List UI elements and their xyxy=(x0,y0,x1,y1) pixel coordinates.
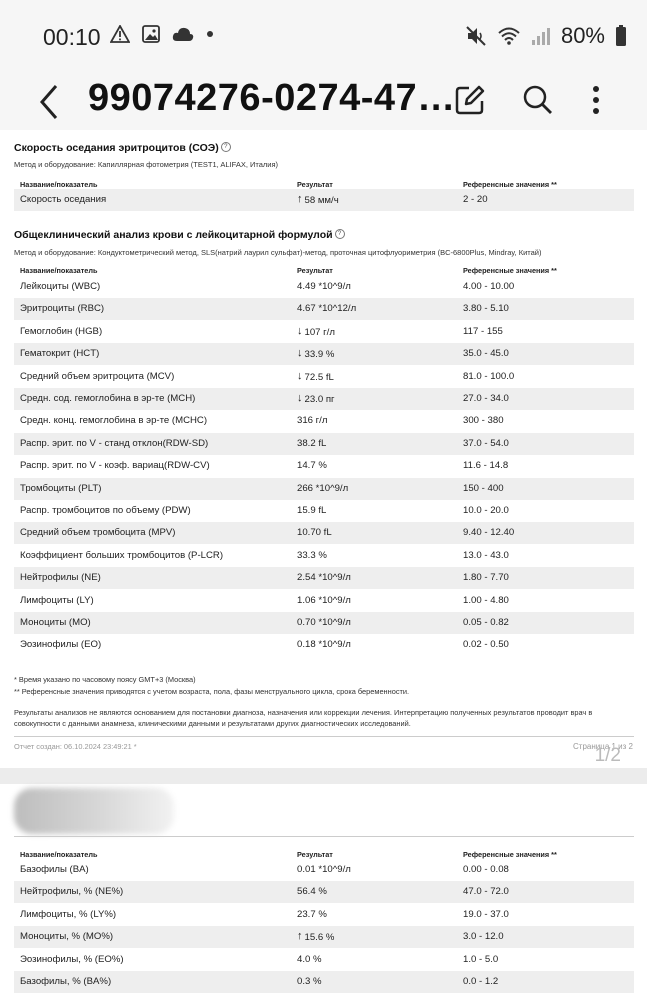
page-indicator: 1/2 xyxy=(594,745,621,766)
row-result: ↓ 107 г/л xyxy=(297,324,335,338)
row-name: Распр. эрит. по V - станд отклон(RDW-SD) xyxy=(20,437,209,449)
row-reference: 0.02 - 0.50 xyxy=(463,639,509,651)
row-name: Средний объем эритроцита (MCV) xyxy=(20,370,175,382)
help-icon[interactable]: ? xyxy=(221,142,231,152)
row-reference: 81.0 - 100.0 xyxy=(463,370,515,382)
row-result: ↓ 23.0 пг xyxy=(297,392,335,405)
row-reference: 1.00 - 4.80 xyxy=(463,594,509,606)
cbc-section-title: Общеклинический анализ крови с лейкоцитарной формулой ? xyxy=(14,229,345,241)
row-result: 14.7 % xyxy=(297,460,327,472)
table-row xyxy=(14,590,634,612)
arrow-down-icon: ↓ xyxy=(297,347,303,360)
mute-icon xyxy=(465,26,487,46)
app-bar xyxy=(0,75,647,130)
status-time: 00:10 xyxy=(43,24,101,50)
table-row xyxy=(14,612,634,634)
reference-footnote: ** Референсные значения приводятся с учетом возраста, пола, фазы менструального цикла, срока беременности. xyxy=(14,687,410,696)
table-row xyxy=(14,433,634,455)
row-reference: 27.0 - 34.0 xyxy=(463,393,509,404)
row-reference: 47.0 - 72.0 xyxy=(463,886,509,898)
document-title: 99074276-0274-47… xyxy=(88,77,456,119)
table-row xyxy=(14,881,634,903)
table-row xyxy=(14,949,634,971)
arrow-down-icon: ↓ xyxy=(297,324,303,337)
row-result: 15.9 fL xyxy=(297,505,327,516)
row-result: 1.06 *10^9/л xyxy=(297,594,351,606)
cbc-method: Метод и оборудование: Кондуктометрический метод, SLS(натрий лаурил сульфат)-метод, проточная цитофлуориметрия (BC-6800Plus, Mindray, Китай) xyxy=(14,248,542,257)
row-reference: 1.0 - 5.0 xyxy=(463,953,499,965)
disclaimer: Результаты анализов не являются основанием для постановки диагноза, назначения или коррекции лечения. Интерпретацию полученных результатов проводит врач в совокупности с данными анамнеза, клиническими данными и результатами других диагностических исследований. xyxy=(14,708,593,728)
search-button[interactable] xyxy=(520,80,556,120)
time-footnote: * Время указано по часовому поясу GMT+3 (Москва) xyxy=(14,675,196,684)
row-name: Средний объем тромбоцита (MPV) xyxy=(20,527,176,539)
row-result: 4.0 % xyxy=(297,953,322,965)
table-row xyxy=(14,321,634,343)
row-name: Нейтрофилы (NE) xyxy=(20,572,101,584)
row-reference: 35.0 - 45.0 xyxy=(463,348,509,360)
arrow-up-icon: ↑ xyxy=(297,930,303,943)
table-row xyxy=(14,366,634,388)
row-reference: 0.00 - 0.08 xyxy=(463,864,509,875)
row-name: Моноциты (MO) xyxy=(20,617,91,628)
table-row xyxy=(14,904,634,926)
more-vertical-icon xyxy=(592,85,600,115)
back-arrow-icon xyxy=(36,80,66,124)
status-bar xyxy=(0,0,647,75)
row-result: 2.54 *10^9/л xyxy=(297,572,351,584)
table-row xyxy=(14,455,634,477)
table-row xyxy=(14,478,634,500)
row-result: ↓ 72.5 fL xyxy=(297,369,334,383)
table-row xyxy=(14,859,634,881)
row-result: 266 *10^9/л xyxy=(297,482,349,494)
edit-button[interactable] xyxy=(452,80,488,120)
row-reference: 0.05 - 0.82 xyxy=(463,617,509,628)
row-name: Распр. эрит. по V - коэф. вариац(RDW-CV) xyxy=(20,460,210,472)
page-number: Страница 1 из 2 xyxy=(573,742,633,751)
cloud-icon xyxy=(172,26,194,42)
battery-icon xyxy=(615,25,627,47)
table-row xyxy=(14,388,634,410)
row-result: 0.01 *10^9/л xyxy=(297,864,351,875)
table-row: Скорость оседания ↑ 58 мм/ч 2 - 20 xyxy=(14,189,634,211)
row-reference: 3.0 - 12.0 xyxy=(463,931,504,943)
row-name: Нейтрофилы, % (NE%) xyxy=(20,886,124,898)
edit-icon xyxy=(454,84,486,116)
row-result: 4.49 *10^9/л xyxy=(297,281,351,292)
table-row xyxy=(14,926,634,948)
row-reference: 10.0 - 20.0 xyxy=(463,505,509,516)
row-reference: 117 - 155 xyxy=(463,325,503,337)
esr-method: Метод и оборудование: Капиллярная фотометрия (TEST1, ALIFAX, Италия) xyxy=(14,160,279,169)
row-result: 316 г/л xyxy=(297,415,328,427)
warning-icon xyxy=(110,25,130,43)
table-row xyxy=(14,545,634,567)
table-row xyxy=(14,410,634,432)
redacted-region xyxy=(14,788,174,834)
row-name: Гематокрит (HCT) xyxy=(20,348,100,360)
row-reference: 19.0 - 37.0 xyxy=(463,908,509,920)
signal-icon xyxy=(531,26,551,46)
row-name: Базофилы, % (BA%) xyxy=(20,976,112,987)
cbc-table-header: Название/показатель Результат Референсные значения ** xyxy=(20,266,557,275)
table-row xyxy=(14,522,634,544)
row-name: Моноциты, % (MO%) xyxy=(20,931,114,943)
row-result: ↑ 15.6 % xyxy=(297,930,335,944)
row-result: 0.3 % xyxy=(297,976,322,987)
table-row xyxy=(14,567,634,589)
wifi-icon xyxy=(497,26,521,46)
row-reference: 0.0 - 1.2 xyxy=(463,976,499,987)
row-name: Распр. тромбоцитов по объему (PDW) xyxy=(20,505,191,516)
row-reference: 4.00 - 10.00 xyxy=(463,281,515,292)
table-row xyxy=(14,276,634,298)
more-options-button[interactable] xyxy=(578,80,614,120)
row-reference: 11.6 - 14.8 xyxy=(463,460,509,472)
row-result: 33.3 % xyxy=(297,549,327,561)
divider xyxy=(14,736,634,737)
row-name: Эозинофилы, % (EO%) xyxy=(20,953,124,965)
row-name: Лейкоциты (WBC) xyxy=(20,281,101,292)
table-row xyxy=(14,298,634,320)
table-row xyxy=(14,971,634,993)
back-button[interactable] xyxy=(36,80,66,124)
row-name: Эозинофилы (EO) xyxy=(20,639,102,651)
row-reference: 150 - 400 xyxy=(463,482,504,494)
report-page-2 xyxy=(0,784,647,1000)
row-result: 56.4 % xyxy=(297,886,327,898)
search-icon xyxy=(522,84,554,116)
row-name: Гемоглобин (HGB) xyxy=(20,325,103,337)
row-result: 38.2 fL xyxy=(297,437,327,449)
gallery-icon xyxy=(142,25,160,43)
row-result: ↓ 33.9 % xyxy=(297,347,335,361)
row-reference: 1.80 - 7.70 xyxy=(463,572,509,584)
arrow-up-icon: ↑ xyxy=(297,193,303,205)
row-name: Средн. конц. гемоглобина в эр-те (MCHC) xyxy=(20,415,208,427)
row-name: Лимфоциты (LY) xyxy=(20,594,94,606)
notification-dot-icon xyxy=(206,30,214,38)
row-name: Средн. сод. гемоглобина в эр-те (MCH) xyxy=(20,393,196,404)
row-result: 0.70 *10^9/л xyxy=(297,617,351,628)
table-row xyxy=(14,500,634,522)
row-result: 0.18 *10^9/л xyxy=(297,639,351,651)
row-reference: 9.40 - 12.40 xyxy=(463,527,515,539)
divider xyxy=(14,836,634,837)
row-reference: 300 - 380 xyxy=(463,415,504,427)
row-name: Лимфоциты, % (LY%) xyxy=(20,908,117,920)
arrow-down-icon: ↓ xyxy=(297,369,303,382)
row-name: Коэффициент больших тромбоцитов (P-LCR) xyxy=(20,549,224,561)
esr-section-title: Скорость оседания эритроцитов (СОЭ) ? xyxy=(14,142,231,154)
report-page-1 xyxy=(0,130,647,768)
arrow-down-icon: ↓ xyxy=(297,392,303,404)
row-name: Тромбоциты (PLT) xyxy=(20,482,102,494)
row-result: 4.67 *10^12/л xyxy=(297,303,357,315)
row-reference: 13.0 - 43.0 xyxy=(463,549,509,561)
row-reference: 37.0 - 54.0 xyxy=(463,437,509,449)
table-row xyxy=(14,634,634,656)
row-reference: 3.80 - 5.10 xyxy=(463,303,509,315)
row-result: 10.70 fL xyxy=(297,527,332,539)
report-created: Отчет создан: 06.10.2024 23:49:21 * xyxy=(14,742,137,751)
help-icon[interactable]: ? xyxy=(335,229,345,239)
esr-table-header: Название/показатель Результат Референсные значения ** xyxy=(20,180,557,189)
battery-percent: 80% xyxy=(560,23,605,48)
table-row xyxy=(14,343,634,365)
page2-table-header: Название/показатель Результат Референсные значения ** xyxy=(20,850,557,859)
row-name: Эритроциты (RBC) xyxy=(20,303,105,315)
row-result: 23.7 % xyxy=(297,908,327,920)
row-name: Базофилы (BA) xyxy=(20,864,89,875)
